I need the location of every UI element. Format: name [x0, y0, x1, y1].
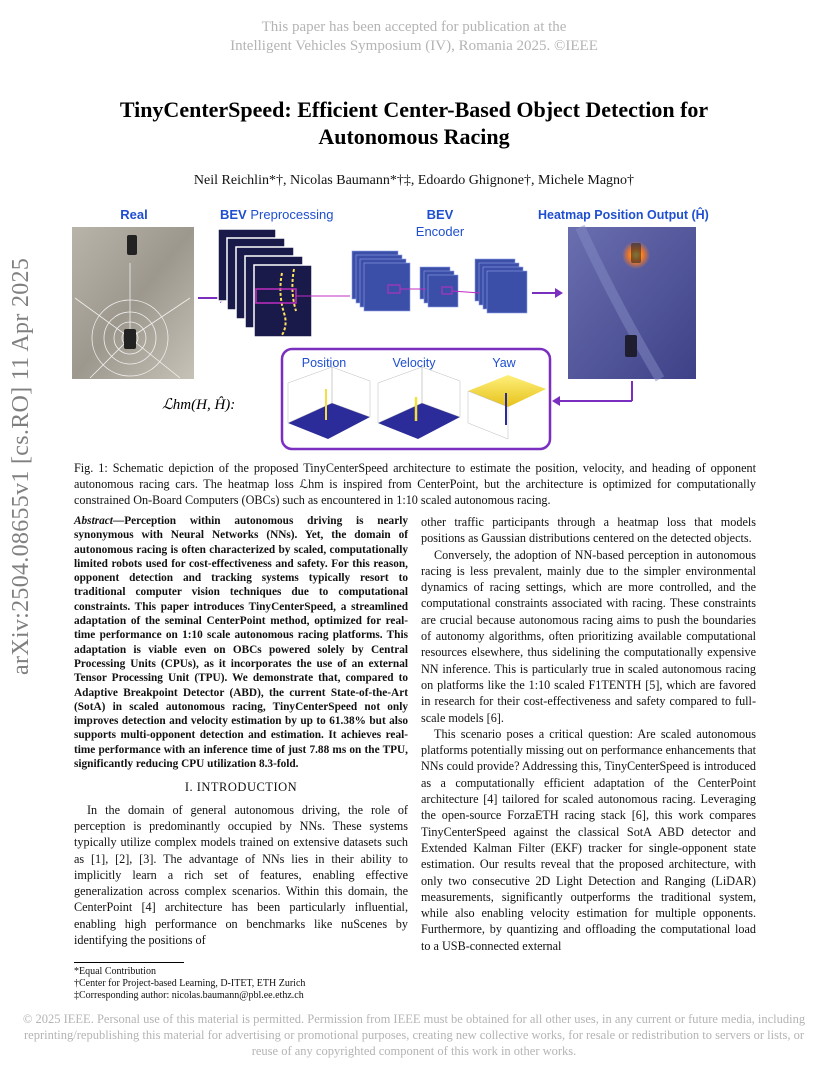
paper-title: TinyCenterSpeed: Efficient Center-Based Object Detection for Autonomous Racing — [119, 97, 709, 149]
encoder-blocks — [352, 251, 527, 313]
notice-line-2: Intelligent Vehicles Symposium (IV), Romania 2025. ©IEEE — [230, 38, 598, 54]
left-column — [74, 514, 408, 948]
label-velocity: Velocity — [392, 356, 436, 370]
heatmap-car — [625, 335, 637, 357]
architecture-diagram — [70, 203, 760, 453]
label-bev-rest: Preprocessing — [250, 207, 334, 222]
abstract-label: Abstract — [74, 515, 113, 527]
loss-label: ℒhm(H, Ĥ): — [162, 397, 236, 413]
architecture-figure — [70, 203, 760, 453]
bev-frames — [218, 229, 312, 337]
footnotes — [74, 962, 408, 1002]
notice-line-1: This paper has been accepted for publication at the — [261, 19, 567, 35]
footnote-affiliation: †Center for Project-based Learning, D-ITET, ETH Zurich — [74, 978, 306, 989]
right-paragraph-0: other traffic participants through a heatmap loss that models positions as Gaussian distributions centered on the detected objects. — [421, 515, 756, 546]
intro-paragraph-1: In the domain of general autonomous driving, the role of perception is predominantly occupied by NNs. These systems typically utilize complex models trained on extensive datasets such as [1], [2], [3]. The advantage of NNs lies in their ability to implicitly learn a rich set of features, enabling effective generalization across complex scenarios. Within this domain, the CenterPoint [4] architecture has been particularly influential, enabling high performance on benchmarks like nuScenes by identifying the positions of — [74, 802, 408, 948]
copyright-notice: © 2025 IEEE. Personal use of this material is permitted. Permission from IEEE must be obtained for all other uses, in any current or future media, including reprinting/republishing this material for advertising or promotional purposes, creating new collective works, for resale or redistribution to servers or lists, or reuse of any copyrighted component of this work in other works. — [22, 1012, 806, 1058]
label-position: Position — [301, 356, 347, 370]
right-paragraph-2: This scenario poses a critical question: Are scaled autonomous platforms potentially missing out on performance enhancements that NNs could provide? Addressing this, TinyCenterSpeed is introduced as a computationally efficient adaptation of the CenterPoint architecture [4] tailored for scaled autonomous racing. Leveraging the open-source ForzaETH racing stack [6], this work compares TinyCenterSpeed against the classical SotA ABD detector and Extended Kalman Filter (EKF) tracker for single-opponent state estimation. Our results reveal that the proposed architecture, with only two consecutive 2D Light Detection and Ranging (LiDAR) measurements, significantly outperforms the traditional system, while also enabling velocity estimation for multiple opponents. Furthermore, by quantizing and offloading the computational load to a USB-connected external — [421, 726, 756, 953]
figure-caption: Fig. 1: Schematic depiction of the proposed TinyCenterSpeed architecture to estimate the position, velocity, and heading of opponent autonomous racing cars. The heatmap loss ℒhm is inspired from CenterPoint, but the architecture is optimized for computationally constrained On-Board Computers (OBCs) such as encountered in 1:10 scaled autonomous racing. — [74, 461, 756, 507]
footnote-corresponding-author: ‡Corresponding author: nicolas.baumann@pbl.ee.ethz.ch — [74, 990, 304, 1001]
label-real: Real — [120, 207, 148, 222]
right-column — [421, 514, 756, 954]
label-encoder-2: Encoder — [415, 224, 465, 239]
label-bev-bold: BEV — [220, 207, 247, 222]
right-paragraph-1: Conversely, the adoption of NN-based perception in autonomous racing is less prevalent, mainly due to the simpler environmental dynamics of racing settings, which are more controlled, and the computational constraints associated with racing. These constraints are crucial because autonomous racing aims to push the boundaries of autonomy algorithms, often prioritizing available computational resources elsewhere, thus sidelining the computationally expensive NN inference. This is particularly true in scaled autonomous racing on platforms like the 1:10 scaled F1TENTH [5], which are favored in research for their cost-effectiveness and safety compared to full-scale models [6]. — [421, 547, 756, 725]
footnote-equal-contribution: *Equal Contribution — [74, 966, 156, 977]
publication-notice — [0, 18, 828, 56]
footnote-rule — [74, 962, 184, 963]
author-list: Neil Reichlin*†, Nicolas Baumann*†‡, Edoardo Ghignone†, Michele Magno† — [193, 173, 635, 188]
abstract-text: —Perception within autonomous driving is nearly synonymous with Neural Networks (NNs). Yet, the domain of autonomous racing is often characterized by scaled, computationally limited robots used for cost-effectiveness and safety. For this reason, opponent detection and tracking systems typically resort to traditional computer vision techniques due to computational constraints. This paper introduces TinyCenterSpeed, a streamlined adaptation of the seminal CenterPoint method, optimized for real-time performance on 1:10 scale autonomous racing platforms. This adaptation is viable even on OBCs powered solely by Central Processing Units (CPUs), as it incorporates the use of an external Tensor Processing Unit (TPU). We demonstrate that, compared to Adaptive Breakpoint Detector (ABD), the current State-of-the-Art (SotA) in scaled autonomous racing, TinyCenterSpeed not only improves detection and velocity estimation by up to 61.38% but also supports multi-opponent detection and estimation. It achieves real-time performance with an inference time of just 7.88 ms on the TPU, significantly reducing CPU utilization 8.3-fold. — [74, 515, 408, 771]
arxiv-identifier: arXiv:2504.08655v1 [cs.RO] 11 Apr 2025 — [8, 257, 34, 675]
label-heatmap: Heatmap Position Output (Ĥ) — [538, 208, 709, 222]
label-yaw: Yaw — [492, 356, 516, 370]
label-bev-preprocessing — [220, 207, 333, 222]
abstract — [74, 514, 408, 771]
car-icon-top — [127, 235, 137, 255]
car-icon-bottom — [124, 329, 136, 349]
section-heading-introduction: I. INTRODUCTION — [184, 780, 298, 795]
label-encoder-1: BEV — [426, 207, 454, 222]
